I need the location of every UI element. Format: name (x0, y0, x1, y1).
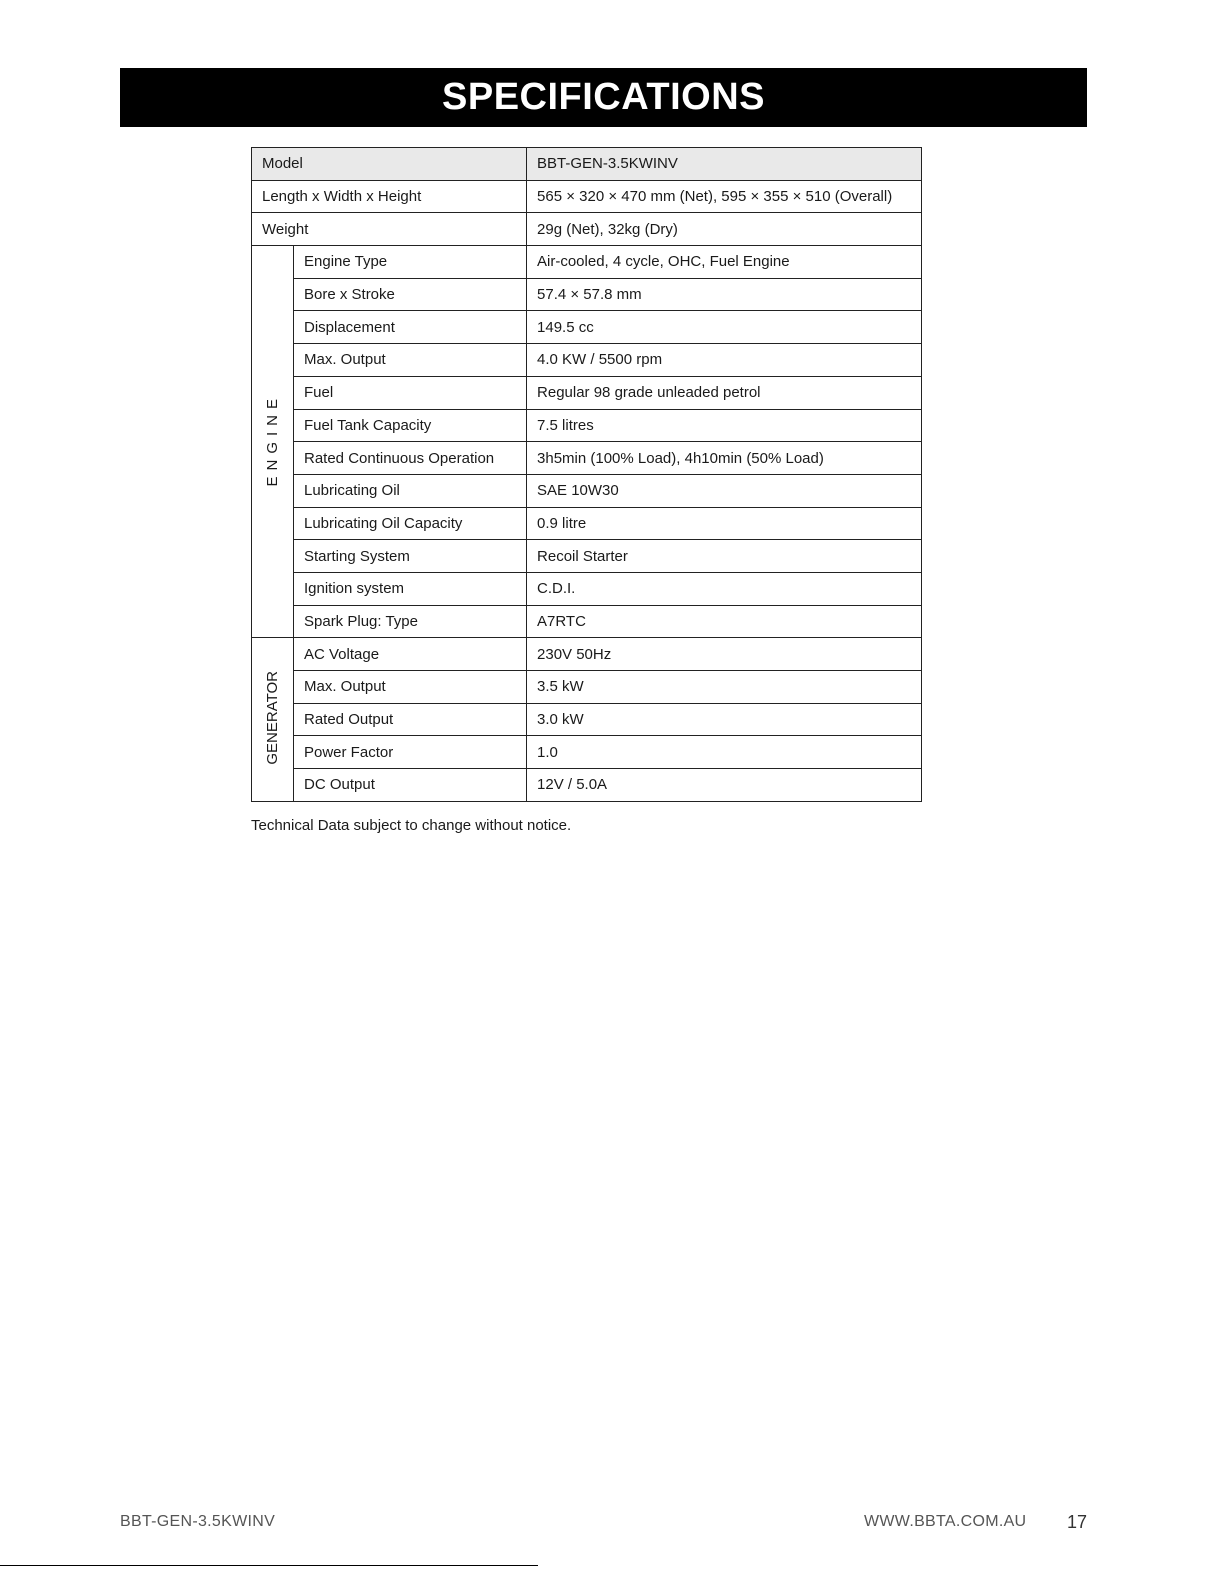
spec-value: 12V / 5.0A (527, 769, 922, 802)
table-row (252, 409, 922, 442)
table-row (252, 442, 922, 475)
spec-value: 7.5 litres (527, 409, 922, 442)
generator-group-cell (252, 638, 294, 801)
spec-value: 4.0 KW / 5500 rpm (527, 344, 922, 377)
table-row (252, 474, 922, 507)
spec-label: Lubricating Oil Capacity (294, 507, 527, 540)
bottom-divider (0, 1565, 538, 1566)
footnote: Technical Data subject to change without notice. (251, 817, 572, 834)
table-row (252, 148, 922, 181)
page-title: SPECIFICATIONS (442, 76, 765, 118)
spec-label: Model (252, 148, 527, 181)
spec-value: SAE 10W30 (527, 474, 922, 507)
table-row (252, 736, 922, 769)
table-row (252, 344, 922, 377)
spec-label: Engine Type (294, 246, 527, 279)
spec-label: Lubricating Oil (294, 474, 527, 507)
table-row (252, 376, 922, 409)
table-row (252, 278, 922, 311)
table-row (252, 605, 922, 638)
spec-value: BBT-GEN-3.5KWINV (527, 148, 922, 181)
spec-value: 230V 50Hz (527, 638, 922, 671)
table-row (252, 213, 922, 246)
page-number: 17 (1067, 1512, 1088, 1532)
table-row (252, 769, 922, 802)
spec-label: Starting System (294, 540, 527, 573)
spec-label: Length x Width x Height (252, 180, 527, 213)
header-bar (120, 68, 1087, 127)
engine-group-cell (252, 246, 294, 638)
table-row (252, 671, 922, 704)
spec-label: Rated Continuous Operation (294, 442, 527, 475)
spec-value: 565 × 320 × 470 mm (Net), 595 × 355 × 510 (Overall) (527, 180, 922, 213)
spec-value: 29g (Net), 32kg (Dry) (527, 213, 922, 246)
spec-value: 0.9 litre (527, 507, 922, 540)
footer-website: WWW.BBTA.COM.AU (864, 1513, 1027, 1530)
specifications-table (251, 147, 922, 802)
table-row (252, 180, 922, 213)
spec-label: Power Factor (294, 736, 527, 769)
spec-label: Fuel (294, 376, 527, 409)
table-row (252, 246, 922, 279)
spec-value: Recoil Starter (527, 540, 922, 573)
spec-value: 3.0 kW (527, 703, 922, 736)
spec-value: 57.4 × 57.8 mm (527, 278, 922, 311)
table-row (252, 311, 922, 344)
spec-value: Air-cooled, 4 cycle, OHC, Fuel Engine (527, 246, 922, 279)
engine-group-label: ENGINE (264, 392, 281, 487)
spec-value: 3h5min (100% Load), 4h10min (50% Load) (527, 442, 922, 475)
spec-value: A7RTC (527, 605, 922, 638)
spec-label: Rated Output (294, 703, 527, 736)
spec-label: AC Voltage (294, 638, 527, 671)
table-row (252, 540, 922, 573)
spec-value: Regular 98 grade unleaded petrol (527, 376, 922, 409)
spec-value: 1.0 (527, 736, 922, 769)
generator-group-label: GENERATOR (264, 670, 281, 765)
spec-label: Displacement (294, 311, 527, 344)
table-row (252, 572, 922, 605)
spec-label: DC Output (294, 769, 527, 802)
spec-label: Max. Output (294, 344, 527, 377)
spec-label: Max. Output (294, 671, 527, 704)
spec-value: 3.5 kW (527, 671, 922, 704)
spec-label: Weight (252, 213, 527, 246)
table-row (252, 507, 922, 540)
spec-value: 149.5 cc (527, 311, 922, 344)
spec-label: Fuel Tank Capacity (294, 409, 527, 442)
spec-value: C.D.I. (527, 572, 922, 605)
footer-model-number: BBT-GEN-3.5KWINV (120, 1513, 276, 1530)
table-row (252, 638, 922, 671)
spec-label: Ignition system (294, 572, 527, 605)
spec-label: Spark Plug: Type (294, 605, 527, 638)
spec-label: Bore x Stroke (294, 278, 527, 311)
table-row (252, 703, 922, 736)
